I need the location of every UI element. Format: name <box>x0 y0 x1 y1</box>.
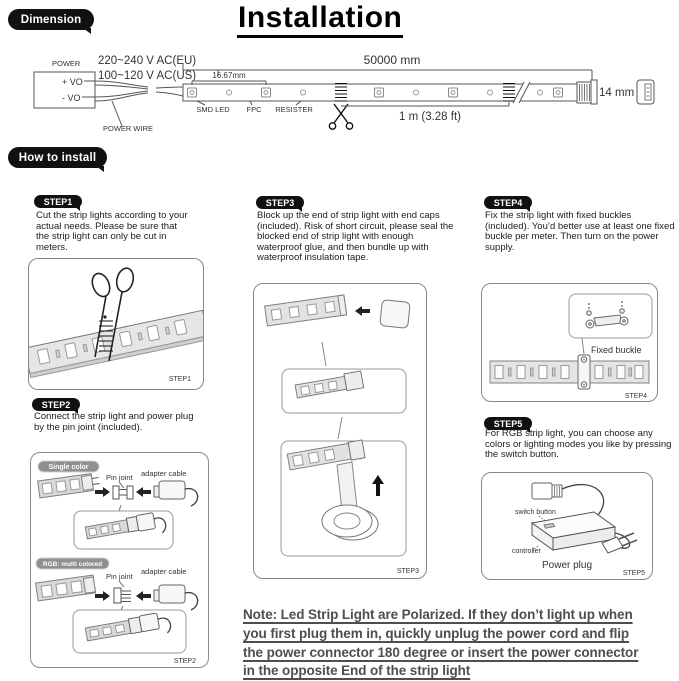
fpc-label: FPC <box>246 105 262 114</box>
adapter-cable-label-single: adapter cable <box>141 469 187 478</box>
cut-unit-dimension <box>341 102 509 123</box>
push-arrow-icon <box>355 306 370 316</box>
resister-label: RESISTER <box>275 105 313 114</box>
step5-badge-label: STEP5 <box>493 418 523 429</box>
power-wire-label: POWER WIRE <box>103 124 153 133</box>
strip-open-end <box>265 295 347 326</box>
push-arrow-icon <box>95 487 110 497</box>
step4-panel-label: STEP4 <box>624 393 647 400</box>
rgb-badge-label: RGB: multi colored <box>42 561 103 569</box>
step2-text: Connect the strip light and power plug by the pin joint (included). <box>34 411 194 433</box>
end-cap <box>380 300 411 329</box>
step3-illustration <box>254 284 426 578</box>
controller-label: controller <box>512 548 541 555</box>
dimension-badge-label: Dimension <box>20 13 82 26</box>
pin-joint-label-rgb: Pin joint <box>106 572 133 581</box>
step1-panel <box>28 258 204 390</box>
note-line-3: the power connector 180 degree or insert the power connector <box>243 644 639 660</box>
strip-width-label: 14 mm <box>599 87 635 99</box>
step3-panel-label: STEP3 <box>396 568 419 575</box>
pin-joint-single <box>113 486 133 499</box>
voltage-us-label: 100~120 V AC(US) <box>98 70 197 82</box>
power-box-label: POWER <box>52 59 81 68</box>
step2-panel <box>30 452 209 668</box>
adapter-rgb <box>154 585 198 610</box>
polarity-note <box>243 606 638 681</box>
step2-badge-label: STEP2 <box>41 399 71 410</box>
voltage-eu-label: 220~240 V AC(EU) <box>98 55 197 67</box>
note-line-4: in the opposite End of the strip light <box>243 663 471 679</box>
step2-panel-label: STEP2 <box>173 658 196 665</box>
step1-illustration <box>29 259 203 389</box>
step2-illustration <box>31 453 208 667</box>
step5-panel <box>481 472 653 580</box>
step3-badge <box>256 196 304 209</box>
strip-rgb <box>36 575 96 601</box>
end-connector <box>577 80 597 104</box>
how-to-install-label: How to install <box>18 151 97 164</box>
led-strip <box>183 80 597 104</box>
power-plug-label: Power plug <box>542 560 593 571</box>
plug-connector <box>637 80 654 104</box>
step4-badge <box>484 196 532 209</box>
step1-text: Cut the strip lights according to your actual needs. Please be sure that the strip light can only be cut in meters. <box>36 210 188 253</box>
power-wires <box>95 81 183 101</box>
switch-button-label: switch button <box>515 509 556 516</box>
step3-text: Block up the end of strip light with end caps (included). Risk of short circuit, please seal the blocked end of strip light with enough waterproof glue, and then bundle up with waterproof insulation tape. <box>257 210 454 264</box>
step4-panel <box>481 283 658 402</box>
how-to-install-badge <box>8 147 107 168</box>
adapter-single <box>154 481 198 506</box>
single-color-label: Single color <box>48 464 89 472</box>
step4-illustration <box>482 284 657 401</box>
step4-text: Fix the strip light with fixed buckles (included). You’d better use at least one fixed buckle per meter. Then turn on the power supply. <box>485 210 675 253</box>
dimension-diagram <box>0 48 679 140</box>
adapter-cable-label-rgb: adapter cable <box>141 567 187 576</box>
power-box <box>34 59 95 108</box>
total-length-label: 50000 mm <box>363 53 421 67</box>
pin-joint-label-single: Pin joint <box>106 473 133 482</box>
step1-badge-label: STEP1 <box>43 196 73 207</box>
step3-badge-label: STEP3 <box>265 197 295 208</box>
step5-panel-label: STEP5 <box>622 570 645 577</box>
strip-connector <box>532 483 562 499</box>
push-arrow-icon <box>95 591 110 601</box>
smd-led-label: SMD LED <box>196 105 230 114</box>
pin-joint-rgb <box>114 588 131 603</box>
wire <box>562 485 604 517</box>
cut-unit-label: 1 m (3.28 ft) <box>399 111 461 123</box>
step1-panel-label: STEP1 <box>168 376 191 383</box>
led-pitch-label: 16.67mm <box>212 71 246 80</box>
push-arrow-icon <box>136 591 151 601</box>
fixed-buckle-label: Fixed buckle <box>591 345 642 355</box>
step3-panel <box>253 283 427 579</box>
note-line-1: Note: Led Strip Light are Polarized. If they don’t light up when <box>243 607 633 622</box>
step5-illustration <box>482 473 652 579</box>
note-line-2: you first plug them in, quickly unplug the power cord and flip <box>243 625 630 641</box>
negative-terminal-label: - VO <box>62 93 81 103</box>
mounted-strip <box>490 355 649 389</box>
led-pitch-dimension <box>192 71 266 85</box>
step1-badge <box>34 195 82 208</box>
step4-badge-label: STEP4 <box>493 197 523 208</box>
step5-text: For RGB strip light, you can choose any colors or lighting modes you like by pressing the switch button. <box>485 428 672 461</box>
dimension-badge <box>8 9 94 30</box>
scissors-icon <box>329 104 352 129</box>
step2-badge <box>32 398 80 411</box>
positive-terminal-label: + VO <box>62 77 83 87</box>
page-title: Installation <box>237 1 403 38</box>
push-arrow-icon <box>136 487 151 497</box>
strip-single <box>38 473 101 498</box>
